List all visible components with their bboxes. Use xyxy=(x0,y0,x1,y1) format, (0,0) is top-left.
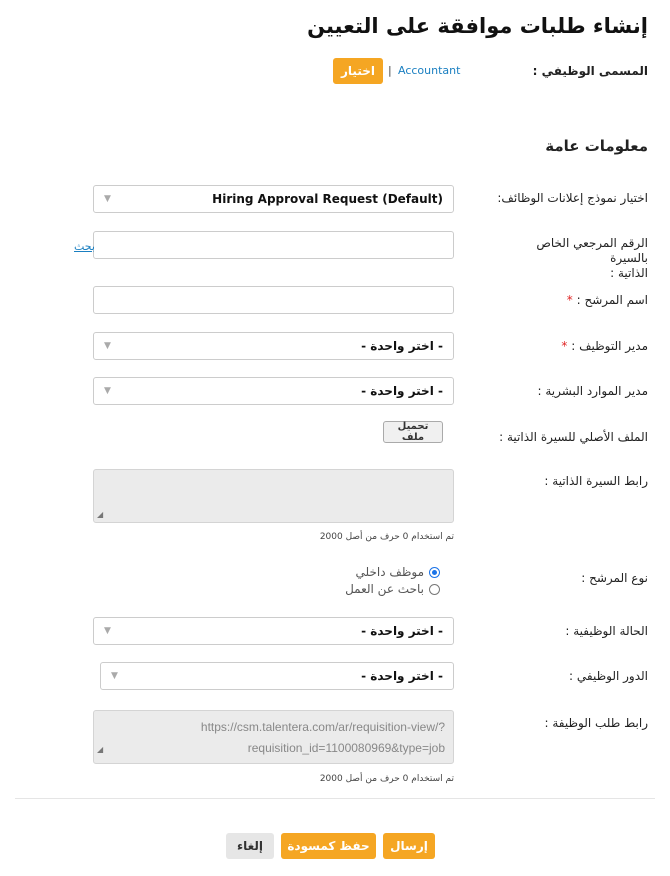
section-title: معلومات عامة xyxy=(545,137,648,155)
hiring-manager-value: - اختر واحدة - xyxy=(361,339,443,353)
job-title-value: Accountant xyxy=(398,64,461,77)
save-draft-button[interactable]: حفظ كمسودة xyxy=(281,833,376,859)
footer-divider xyxy=(15,798,655,799)
page-title: إنشاء طلبات موافقة على التعيين xyxy=(307,14,648,38)
hiring-manager-select[interactable] xyxy=(93,332,454,360)
candidate-name-label: اسم المرشح : * xyxy=(566,293,648,307)
resume-link-textarea[interactable] xyxy=(93,469,454,523)
job-role-label: الدور الوظيفي : xyxy=(569,669,648,683)
chevron-down-icon: ▼ xyxy=(104,386,111,396)
original-resume-label: الملف الأصلي للسيرة الذاتية : xyxy=(499,430,648,444)
requisition-link-textarea[interactable]: https://csm.talentera.com/ar/requisition-view/? requisition_id=1100080969&type=job ◢ xyxy=(93,710,454,764)
required-marker: * xyxy=(566,293,573,307)
job-role-value: - اختر واحدة - xyxy=(361,669,443,683)
chevron-down-icon: ▼ xyxy=(111,671,118,681)
upload-file-button[interactable]: تحميل ملف xyxy=(383,421,443,443)
hr-manager-select[interactable] xyxy=(93,377,454,405)
radio-unselected-icon[interactable] xyxy=(429,584,440,595)
hiring-manager-label: مدير التوظيف : * xyxy=(561,339,648,353)
chevron-down-icon: ▼ xyxy=(104,194,111,204)
submit-button[interactable]: إرسال xyxy=(383,833,435,859)
hr-manager-label: مدير الموارد البشرية : xyxy=(537,384,648,398)
candidate-type-job-seeker[interactable]: باحث عن العمل xyxy=(345,582,440,596)
requisition-link-label: رابط طلب الوظيفة : xyxy=(544,716,648,730)
resume-link-label: رابط السيرة الذاتية : xyxy=(544,474,648,488)
resume-ref-label: الرقم المرجعي الخاص بالسيرة الذاتية : xyxy=(536,236,648,280)
candidate-type-internal[interactable]: موظف داخلي xyxy=(356,565,440,579)
job-role-select[interactable] xyxy=(100,662,454,690)
candidate-type-label: نوع المرشح : xyxy=(581,571,648,585)
resize-handle-icon[interactable]: ◢ xyxy=(97,510,104,519)
template-select-value: Hiring Approval Request (Default) xyxy=(212,192,443,206)
chevron-down-icon: ▼ xyxy=(104,341,111,351)
job-status-label: الحالة الوظيفية : xyxy=(565,624,648,638)
cancel-button[interactable]: إلغاء xyxy=(226,833,274,859)
chevron-down-icon: ▼ xyxy=(104,626,111,636)
resume-ref-input[interactable] xyxy=(93,231,454,259)
template-label: اختيار نموذج إعلانات الوظائف: xyxy=(497,191,648,205)
required-marker: * xyxy=(561,339,568,353)
resize-handle-icon[interactable]: ◢ xyxy=(97,745,104,754)
hr-manager-value: - اختر واحدة - xyxy=(361,384,443,398)
candidate-name-input[interactable] xyxy=(93,286,454,314)
requisition-link-counter: تم استخدام 0 حرف من أصل 2000 xyxy=(319,774,454,784)
resume-search-link[interactable]: بحث xyxy=(74,240,95,253)
choose-job-button[interactable]: اختيار xyxy=(333,58,383,84)
resume-link-counter: تم استخدام 0 حرف من أصل 2000 xyxy=(319,532,454,542)
separator: | xyxy=(388,64,392,77)
job-status-select[interactable] xyxy=(93,617,454,645)
radio-selected-icon[interactable] xyxy=(429,567,440,578)
job-title-label: المسمى الوظيفي : xyxy=(532,64,648,78)
job-status-value: - اختر واحدة - xyxy=(361,624,443,638)
template-select[interactable] xyxy=(93,185,454,213)
